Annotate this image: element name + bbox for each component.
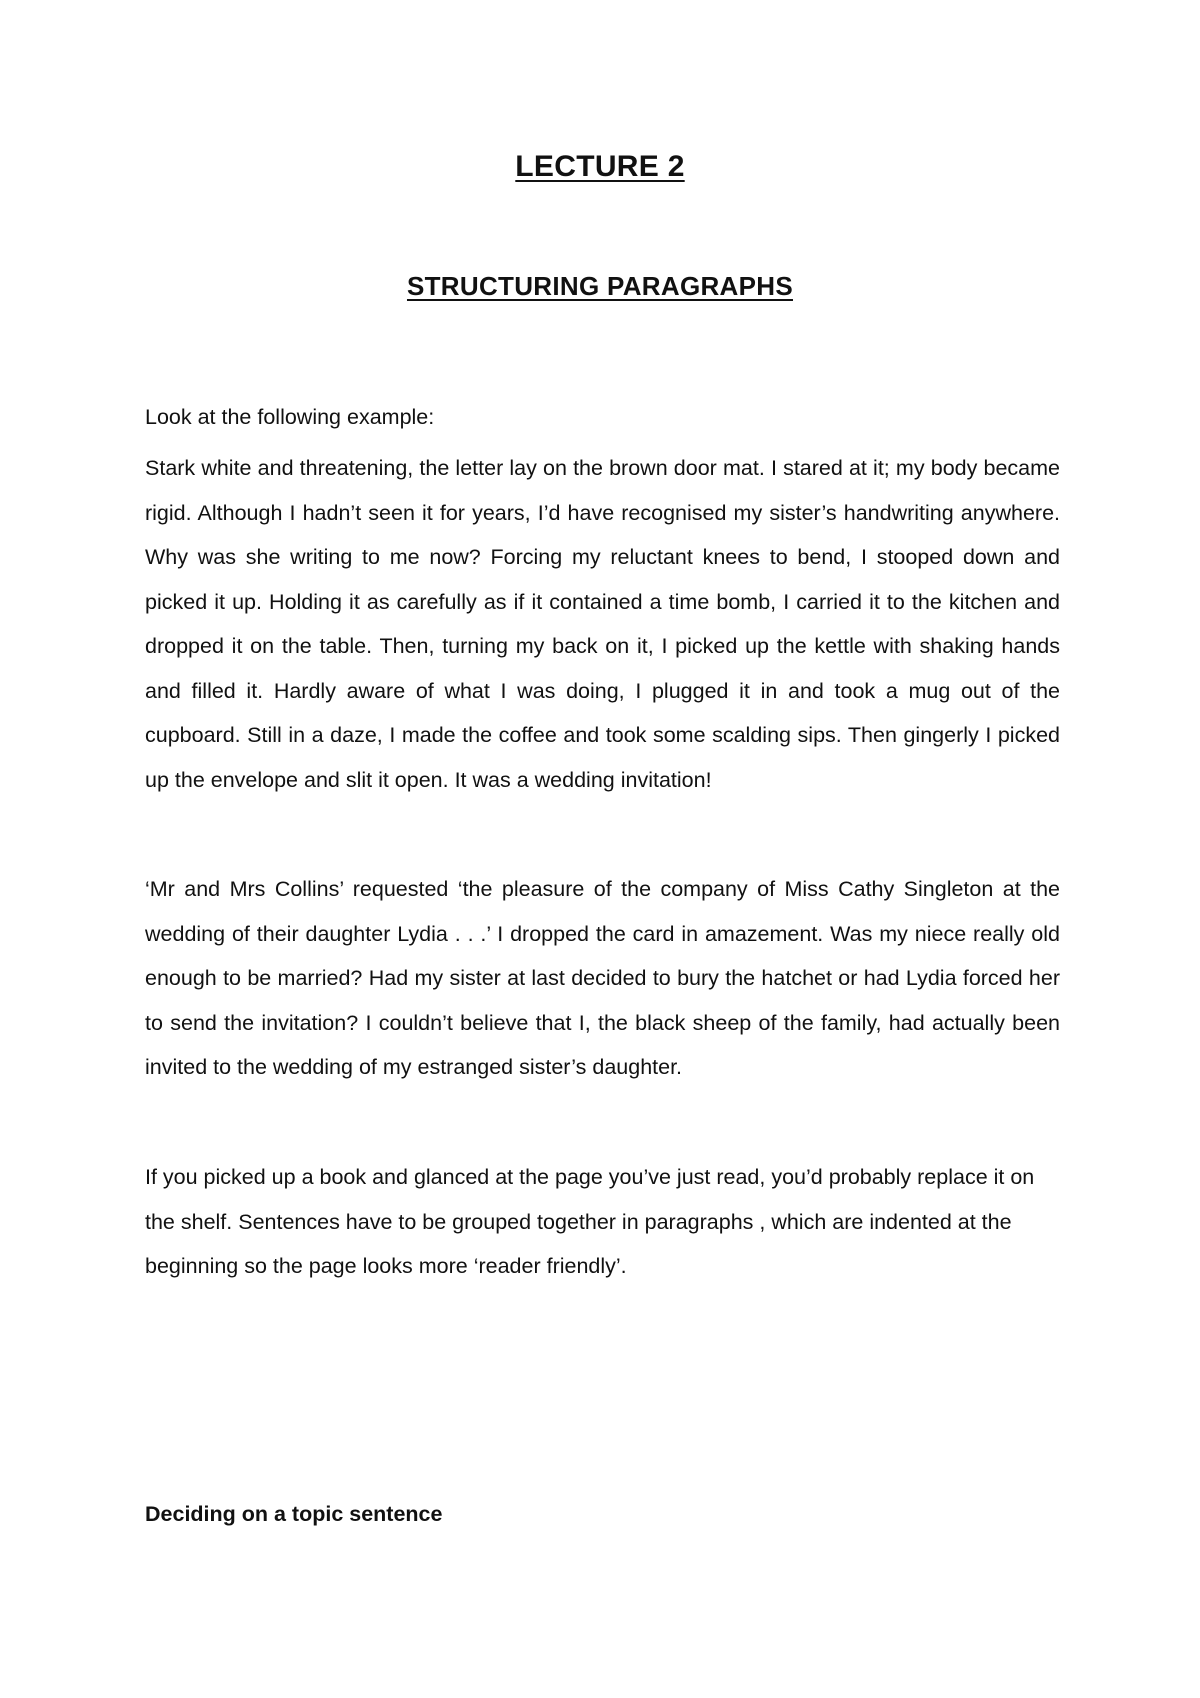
page-title: LECTURE 2 <box>515 150 685 183</box>
section-heading: Deciding on a topic sentence <box>145 1502 443 1526</box>
intro-text: Look at the following example: <box>145 405 435 429</box>
example-paragraph-2: ‘Mr and Mrs Collins’ requested ‘the pleasure of the company of Miss Cathy Singleton at the wedding of their daughter Lydia . . .’ I dropped the card in amazement. Was my niece really old enough to be married? Had my sister at last decided to bury the hatchet or had Lydia forced her to send the invitation? I couldn’t believe that I, the black sheep of the family, had actually been invited to the wedding of my estranged sister’s daughter. <box>145 877 1060 1079</box>
page-subtitle: STRUCTURING PARAGRAPHS <box>406 271 793 301</box>
explanation-paragraph: If you picked up a book and glanced at the page you’ve just read, you’d probably replace it on the shelf. Sentences have to be grouped together in paragraphs , which are indented at the beginning so the page looks more ‘reader friendly’. <box>145 1165 1035 1278</box>
example-paragraph-1: Stark white and threatening, the letter lay on the brown door mat. I stared at it; my body became rigid. Although I hadn’t seen it for years, I’d have recognised my sister’s handwriting anywhere. Why was she writing to me now? Forcing my reluctant knees to bend, I stooped down and picked it up. Holding it as carefully as if it contained a time bomb, I carried it to the kitchen and dropped it on the table. Then, turning my back on it, I picked up the kettle with shaking hands and filled it. Hardly aware of what I was doing, I plugged it in and took a mug out of the cupboard. Still in a daze, I made the coffee and took some scalding sips. Then gingerly I picked up the envelope and slit it open. It was a wedding invitation! <box>145 456 1060 792</box>
